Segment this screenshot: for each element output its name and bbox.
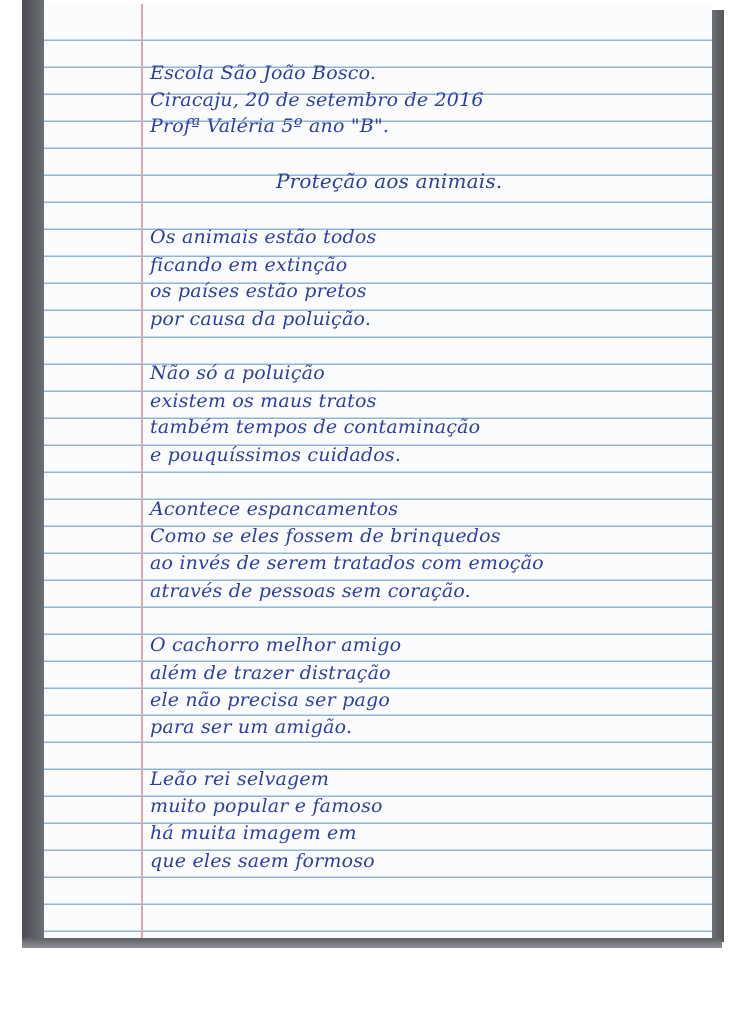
scan-shadow-left <box>22 0 44 940</box>
poem-line: Os animais estão todos <box>150 226 377 248</box>
poem-line: também tempos de contaminação <box>150 416 481 438</box>
poem-line: ele não precisa ser pago <box>150 689 390 711</box>
poem-line: Não só a poluição <box>150 362 325 384</box>
margin-line <box>141 4 143 938</box>
poem-line: Acontece espancamentos <box>150 498 399 520</box>
poem-line: os países estão pretos <box>150 280 367 302</box>
scan-shadow-right <box>712 10 724 942</box>
poem-line: através de pessoas sem coração. <box>150 580 471 602</box>
poem-line: ficando em extinção <box>150 254 348 276</box>
poem-line: Como se eles fossem de brinquedos <box>150 525 501 547</box>
poem-line: por causa da poluição. <box>150 308 372 330</box>
poem-line: além de trazer distração <box>150 662 391 684</box>
poem-line: que eles saem formoso <box>150 850 375 872</box>
poem-line: para ser um amigão. <box>150 716 353 738</box>
poem-title: Proteção aos animais. <box>276 169 503 193</box>
notebook-page <box>44 4 712 938</box>
poem-line: existem os maus tratos <box>150 390 377 412</box>
scan-shadow-bottom <box>22 938 722 948</box>
poem-line: O cachorro melhor amigo <box>150 634 402 656</box>
school-name: Escola São João Bosco. <box>150 62 377 84</box>
teacher-class: Profª Valéria 5º ano "B". <box>150 115 390 137</box>
date-place: Ciracaju, 20 de setembro de 2016 <box>150 89 484 111</box>
poem-line: Leão rei selvagem <box>150 768 330 790</box>
poem-line: ao invés de serem tratados com emoção <box>150 552 544 574</box>
poem-line: há muita imagem em <box>150 822 357 844</box>
poem-line: e pouquíssimos cuidados. <box>150 444 402 466</box>
poem-line: muito popular e famoso <box>150 795 383 817</box>
